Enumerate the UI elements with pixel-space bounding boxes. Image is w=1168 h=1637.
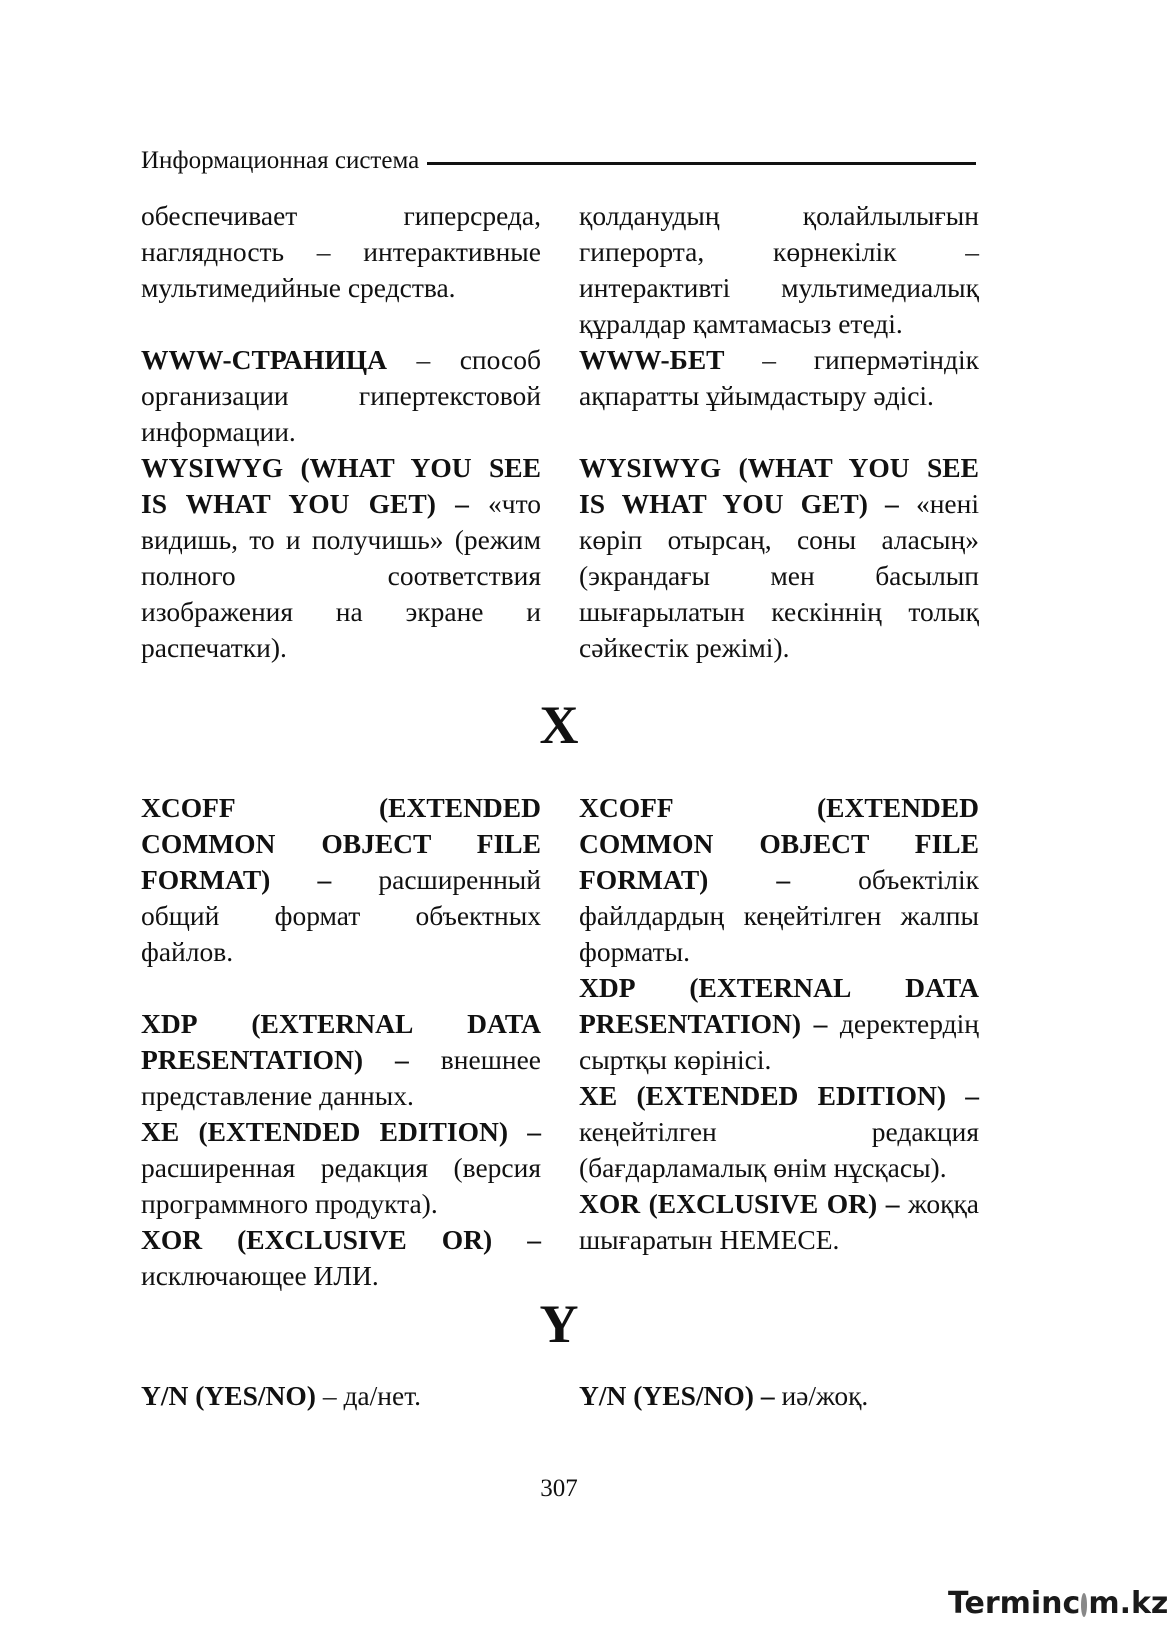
entry-dash: – — [363, 1044, 441, 1075]
watermark-suffix: m.kz — [1088, 1585, 1168, 1621]
entry-term: WWW-БЕТ — [579, 344, 725, 375]
header-rule — [427, 162, 976, 165]
entry-text: внешнее представление данных. — [141, 1044, 541, 1111]
entry-term: Y/N (YES/NO) — [579, 1380, 754, 1411]
entry-term: XOR (EXCLUSIVE OR) — [141, 1224, 493, 1255]
running-header — [141, 143, 976, 179]
section-letter-y: Y — [539, 1294, 579, 1354]
site-watermark — [948, 1582, 1168, 1624]
entry-continuation — [141, 198, 541, 306]
entry — [579, 970, 979, 1078]
x-right-column — [579, 790, 979, 1258]
entry-text: расширенный общий формат объектных файлов. — [141, 864, 541, 967]
entry-text: деректердің сыртқы көрінісі. — [579, 1008, 979, 1075]
entry — [141, 1222, 541, 1294]
entry-text: да/нет. — [343, 1380, 422, 1411]
entry-term: WYSIWYG (WHAT YOU SEE IS WHAT YOU GET) — [579, 452, 979, 519]
entry — [141, 342, 541, 450]
entry-text: гипермәтіндік ақпаратты ұйымдастыру әдісі. — [579, 344, 979, 411]
entry-term: XCOFF (EXTENDED COMMON OBJECT FILE FORMAT) — [141, 792, 541, 895]
entry-text: обеспечивает гиперсреда, наглядность – интерактивные мультимедийные средства. — [141, 200, 541, 303]
entry-dash: – — [315, 1380, 344, 1411]
entry-dash: – — [435, 488, 488, 519]
entry — [141, 790, 541, 970]
section-letter-x: X — [539, 695, 579, 755]
entry-text: қолданудың қолайлылығын гиперорта, көрнекілік – интерактивті мультимедиалық құралдар қамтамасыз етеді. — [579, 200, 979, 339]
entry — [141, 1378, 541, 1414]
entry-text: жоққа шығаратын НЕМЕСЕ. — [579, 1188, 980, 1255]
entry-term: XOR (EXCLUSIVE OR) — [579, 1188, 878, 1219]
entry-text: кеңейтілген редакция (бағдарламалық өнім нұсқасы). — [579, 1116, 979, 1183]
entry — [141, 450, 541, 666]
entry-dash: – — [387, 344, 460, 375]
entry — [579, 1378, 979, 1414]
entry-dash: – — [877, 1188, 909, 1219]
entry-text: иә/жоқ. — [781, 1380, 869, 1411]
entry-dash: – — [753, 1380, 782, 1411]
entry-dash: – — [946, 1080, 980, 1111]
entry-dash: – — [708, 864, 859, 895]
entry-text: расширенная редакция (версия программного продукта). — [141, 1152, 541, 1219]
entry-text: объектілік файлдардың кеңейтілген жалпы форматы. — [579, 864, 979, 967]
entry-text: «что видишь, то и получишь» (режим полного соответствия изображения на экране и распечатки). — [141, 488, 541, 663]
watermark-prefix: Terminc — [948, 1585, 1081, 1621]
entry-dash: – — [867, 488, 916, 519]
entry-text: способ организации гипертекстовой информации. — [141, 344, 541, 447]
entry-continuation — [579, 198, 979, 342]
entry-dash: – — [508, 1116, 542, 1147]
entry — [579, 450, 979, 666]
entry — [141, 1006, 541, 1114]
entry-term: XE (EXTENDED EDITION) — [579, 1080, 947, 1111]
entry-text: «нені көріп отырсаң, соны аласың» (экрандағы мен басылып шығарылатын кескіннің толық сәйкестік режімі). — [579, 488, 979, 663]
y-left-column — [141, 1378, 541, 1414]
entry-term: XCOFF (EXTENDED COMMON OBJECT FILE FORMAT) — [579, 792, 979, 895]
entry-term: Y/N (YES/NO) — [141, 1380, 316, 1411]
x-left-column — [141, 790, 541, 1294]
top-left-column — [141, 198, 541, 666]
entry-text: исключающее ИЛИ. — [141, 1260, 379, 1291]
entry-term: XDP (EXTERNAL DATA PRESENTATION) — [579, 972, 979, 1039]
entry — [579, 1186, 979, 1258]
y-right-column — [579, 1378, 979, 1414]
entry-dash: – — [724, 344, 814, 375]
entry-term: XDP (EXTERNAL DATA PRESENTATION) — [141, 1008, 541, 1075]
entry — [579, 790, 979, 970]
running-title: Информационная система — [141, 147, 420, 174]
entry — [141, 1114, 541, 1222]
entry-dash: – — [270, 864, 379, 895]
entry-dash: – — [801, 1008, 840, 1039]
page-number: 307 — [540, 1475, 578, 1502]
entry — [579, 1078, 979, 1186]
entry — [579, 342, 979, 414]
entry-term: WWW-СТРАНИЦА — [141, 344, 388, 375]
magnifier-icon — [1081, 1593, 1087, 1617]
entry-term: XE (EXTENDED EDITION) — [141, 1116, 509, 1147]
entry-dash: – — [492, 1224, 542, 1255]
top-right-column — [579, 198, 979, 666]
entry-term: WYSIWYG (WHAT YOU SEE IS WHAT YOU GET) — [141, 452, 541, 519]
